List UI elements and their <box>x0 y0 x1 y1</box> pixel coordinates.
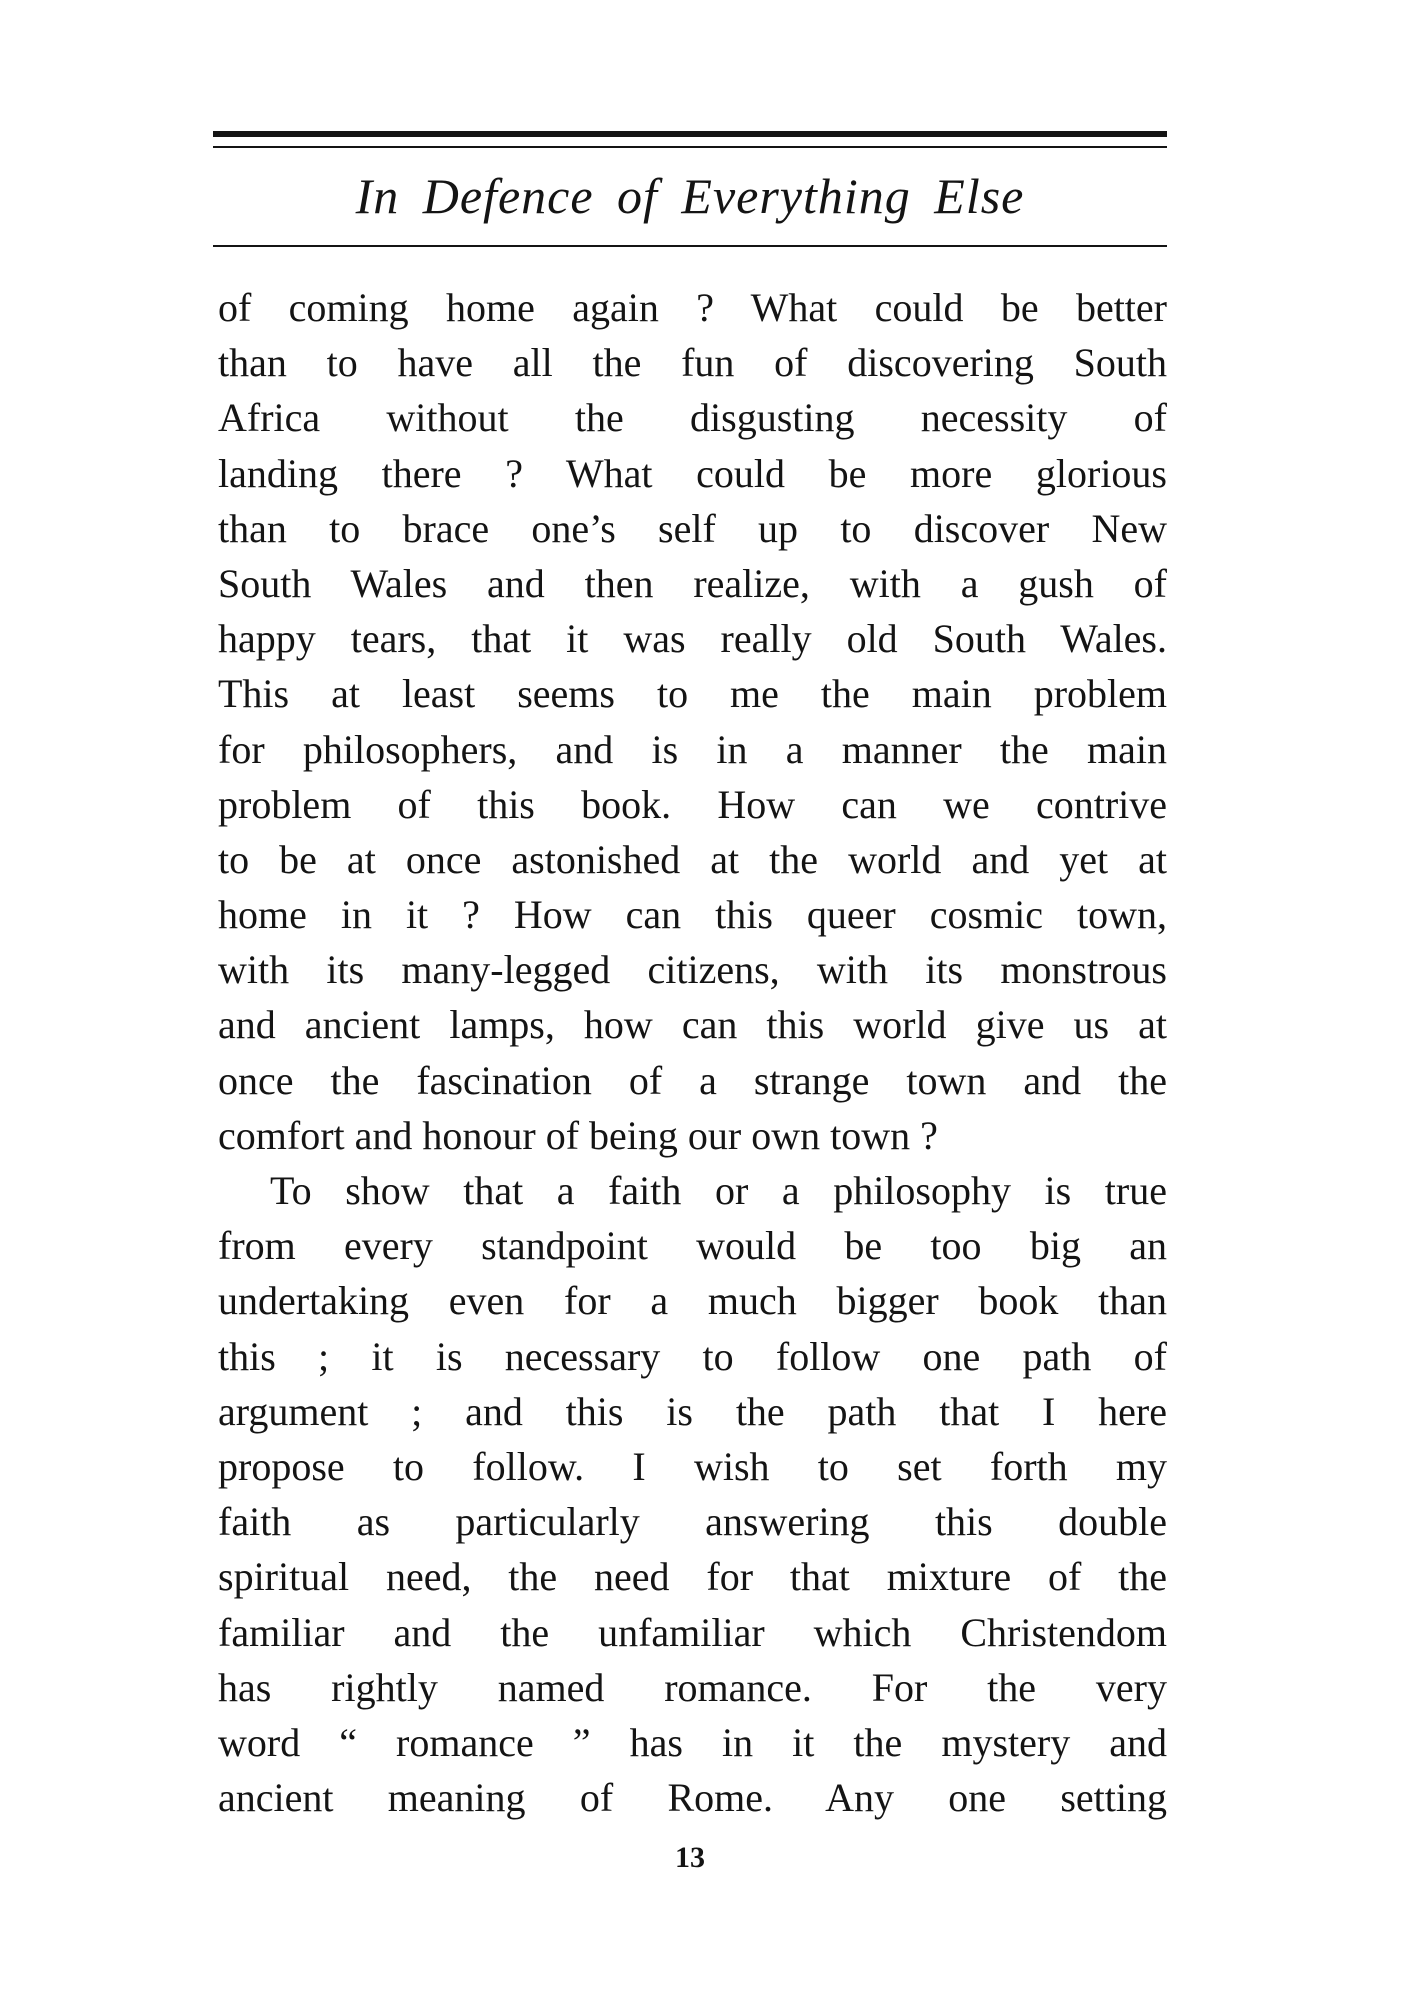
text-line: propose to follow. I wish to set forth my <box>218 1443 1167 1489</box>
text-line: has rightly named romance. For the very <box>218 1664 1167 1710</box>
text-line: and ancient lamps, how can this world give us at <box>218 1002 1167 1048</box>
text-line: familiar and the unfamiliar which Christendom <box>218 1609 1167 1655</box>
header-rule-thick <box>213 131 1167 137</box>
paragraph-start-line: To show that a faith or a philosophy is true <box>270 1168 1167 1213</box>
text-line: faith as particularly answering this double <box>218 1499 1167 1545</box>
text-line: of coming home again ? What could be better <box>218 285 1167 330</box>
text-line: This at least seems to me the main problem <box>218 671 1167 717</box>
running-title: In Defence of Everything Else <box>355 168 1025 224</box>
text-line: ancient meaning of Rome. Any one setting <box>218 1775 1167 1821</box>
text-line: with its many-legged citizens, with its monstrous <box>218 947 1167 993</box>
text-line: argument ; and this is the path that I here <box>218 1388 1167 1434</box>
body-text <box>218 280 1167 1825</box>
paragraph-end-line: comfort and honour of being our own town ? <box>218 1112 938 1158</box>
text-line: happy tears, that it was really old South Wales. <box>218 616 1167 662</box>
text-line: to be at once astonished at the world and yet at <box>218 836 1167 882</box>
text-line: home in it ? How can this queer cosmic town, <box>218 892 1167 938</box>
text-line: than to brace one’s self up to discover New <box>218 505 1167 551</box>
text-line: South Wales and then realize, with a gush of <box>218 560 1167 606</box>
text-line: Africa without the disgusting necessity of <box>218 395 1167 441</box>
text-line: once the fascination of a strange town and the <box>218 1057 1167 1103</box>
text-line: problem of this book. How can we contrive <box>218 781 1167 827</box>
text-line: this ; it is necessary to follow one path of <box>218 1333 1167 1379</box>
text-line: undertaking even for a much bigger book than <box>218 1278 1167 1324</box>
text-line: than to have all the fun of discovering South <box>218 340 1167 386</box>
text-line: word “ romance ” has in it the mystery and <box>218 1719 1167 1765</box>
page-number: 13 <box>675 1841 705 1874</box>
title-underline-rule <box>213 245 1167 247</box>
header-rule-thin <box>213 146 1167 148</box>
text-line: for philosophers, and is in a manner the main <box>218 726 1167 772</box>
text-line: from every standpoint would be too big an <box>218 1223 1167 1269</box>
text-line: spiritual need, the need for that mixture of the <box>218 1554 1167 1600</box>
text-line: landing there ? What could be more glorious <box>218 450 1167 496</box>
